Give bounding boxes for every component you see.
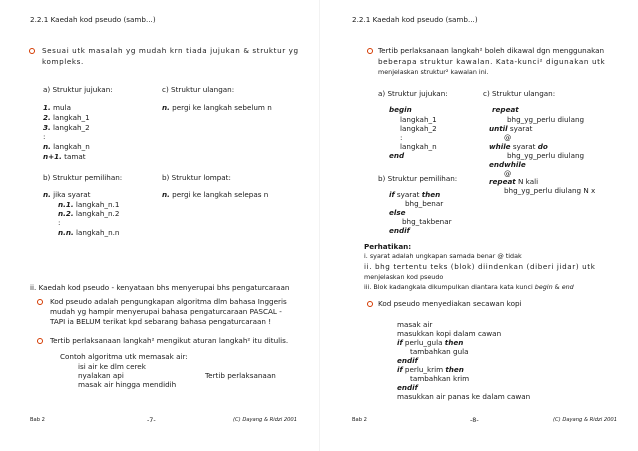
left-seq-line-3: 3. langkah_2 — [43, 123, 90, 132]
right-code-line-3: tambahkan gula — [410, 347, 469, 356]
right-code-line-4: tambahkan krim — [410, 374, 470, 383]
left-bullet2-line2: mudah yg hampir menyerupai bahasa pengaturcaraan PASCAL - — [50, 307, 282, 316]
left-footer-copy: (C) Dayang & Ridzi 2001 — [233, 417, 298, 423]
left-bullet3: Tertib perlaksanaan langkah² mengikut aturan langkah² itu ditulis. — [50, 336, 289, 345]
left-jump-line: n. pergi ke langkah selepas n — [162, 190, 269, 199]
right-sel-else: else — [389, 208, 406, 217]
right-footer-copy: (C) Dayang & Ridzi 2001 — [553, 417, 618, 423]
left-intro-line2: kompleks. — [42, 57, 84, 66]
left-sel-sub-2: n.2. langkah_n.2 — [58, 209, 120, 218]
right-code-if-2: if perlu_krim then — [397, 365, 464, 374]
left-example-line-1: isi air ke dlm cerek — [78, 362, 146, 371]
left-seq-line-1: 1. mula — [43, 103, 71, 112]
right-code-line-5: masukkan air panas ke dalam cawan — [397, 392, 531, 401]
right-endwhile: endwhile — [489, 160, 526, 169]
left-loop-line: n. pergi ke langkah sebelum n — [162, 103, 272, 112]
left-sel-line: n. jika syarat — [43, 190, 91, 199]
left-jump-title: b) Struktur lompat: — [162, 173, 231, 182]
right-footer-page: -8- — [470, 416, 479, 424]
right-seq-line-1: langkah_1 — [400, 115, 437, 124]
right-bullet: Kod pseudo menyediakan secawan kopi — [378, 299, 522, 308]
right-repeat: repeat — [492, 105, 519, 114]
right-seq-title: a) Struktur jujukan: — [378, 89, 448, 98]
right-code-line-2: masukkan kopi dalam cawan — [397, 329, 502, 338]
left-heading: 2.2.1 Kaedah kod pseudo (samb...) — [30, 15, 156, 24]
bullet-icon — [367, 301, 373, 307]
right-seq-line-4: langkah_n — [400, 142, 437, 151]
right-seq-line-3: : — [400, 133, 403, 142]
right-note-ii-1: ii. bhg tertentu teks (blok) diindenkan (diberi jidar) utk — [364, 262, 596, 271]
right-code-if-1: if perlu_gula then — [397, 338, 464, 347]
right-seq-end: end — [389, 151, 405, 160]
right-note-i: i. syarat adalah ungkapan samada benar @ tidak — [364, 252, 522, 260]
right-sel-if: if syarat then — [389, 190, 441, 199]
bullet-icon — [37, 338, 43, 344]
left-seq-title: a) Struktur jujukan: — [43, 85, 113, 94]
right-footer-bab: Bab 2 — [352, 417, 367, 423]
right-seq-begin: begin — [389, 105, 412, 114]
right-repeat-body: bhg_yg_perlu diulang — [507, 115, 585, 124]
right-intro-line1: Tertib perlaksanaan langkah² boleh dikawal dgn menggunakan — [378, 46, 605, 55]
bullet-icon — [29, 48, 35, 54]
right-code-endif-2: endif — [397, 383, 418, 392]
right-sel-endif: endif — [389, 226, 410, 235]
right-repeatn-body: bhg_yg_perlu diulang N x — [504, 186, 596, 195]
right-at-2: @ — [504, 169, 512, 178]
right-sel-true: bhg_benar — [405, 199, 444, 208]
bullet-icon — [37, 299, 43, 305]
right-sel-false: bhg_takbenar — [402, 217, 452, 226]
right-note-title: Perhatikan: — [364, 242, 412, 251]
right-heading: 2.2.1 Kaedah kod pseudo (samb...) — [352, 15, 478, 24]
left-section-ii: ii. Kaedah kod pseudo - kenyataan bhs menyerupai bhs pengaturcaraan — [30, 283, 290, 292]
left-loop-title: c) Struktur ulangan: — [162, 85, 235, 94]
right-seq-line-2: langkah_2 — [400, 124, 437, 133]
right-at-1: @ — [504, 133, 512, 142]
right-note-ii-2: menjelaskan kod pseudo — [364, 273, 444, 281]
left-example-line-2: nyalakan api — [78, 371, 124, 380]
left-seq-line-4: : — [43, 132, 46, 141]
right-intro-line3: menjelaskan struktur² kawalan ini. — [378, 68, 489, 76]
right-sel-title: b) Struktur pemilihan: — [378, 174, 458, 183]
left-seq-line-5: n. langkah_n — [43, 142, 90, 151]
left-footer-bab: Bab 2 — [30, 417, 45, 423]
page-divider — [319, 0, 320, 451]
left-example-line-3: masak air hingga mendidih — [78, 380, 177, 389]
left-bullet2-line3: TAPI ia BELUM terikat kpd sebarang bahasa pengaturcaraan ! — [50, 317, 272, 326]
right-code-endif-1: endif — [397, 356, 418, 365]
right-repeatn: repeat N kali — [489, 177, 539, 186]
left-sel-sub-4: n.n. langkah_n.n — [58, 228, 120, 237]
left-seq-line-2: 2. langkah_1 — [43, 113, 90, 122]
right-code-line-1: masak air — [397, 320, 433, 329]
right-while: while syarat do — [489, 142, 548, 151]
left-footer-page: -7- — [147, 416, 156, 424]
left-example-title: Contoh algoritma utk memasak air: — [60, 352, 188, 361]
right-while-body: bhg_yg_perlu diulang — [507, 151, 585, 160]
left-sel-sub-1: n.1. langkah_n.1 — [58, 200, 120, 209]
left-seq-line-6: n+1. tamat — [43, 152, 86, 161]
left-sel-title: b) Struktur pemilihan: — [43, 173, 123, 182]
right-loop-title: c) Struktur ulangan: — [483, 89, 556, 98]
right-note-iii: iii. Blok kadangkala dikumpulkan diantara kata kunci begin & end — [364, 283, 574, 291]
left-bullet2-line1: Kod pseudo adalah pengungkapan algoritma dlm bahasa Inggeris — [50, 297, 287, 306]
left-intro-line1: Sesuai utk masalah yg mudah krn tiada jujukan & struktur yg — [42, 46, 299, 55]
left-sel-sub-3: : — [58, 218, 61, 227]
bullet-icon — [367, 48, 373, 54]
right-until: until syarat — [489, 124, 533, 133]
right-intro-line2: beberapa struktur kawalan. Kata-kunci² digunakan utk — [378, 57, 606, 66]
left-example-note: Tertib perlaksanaan — [205, 371, 276, 380]
